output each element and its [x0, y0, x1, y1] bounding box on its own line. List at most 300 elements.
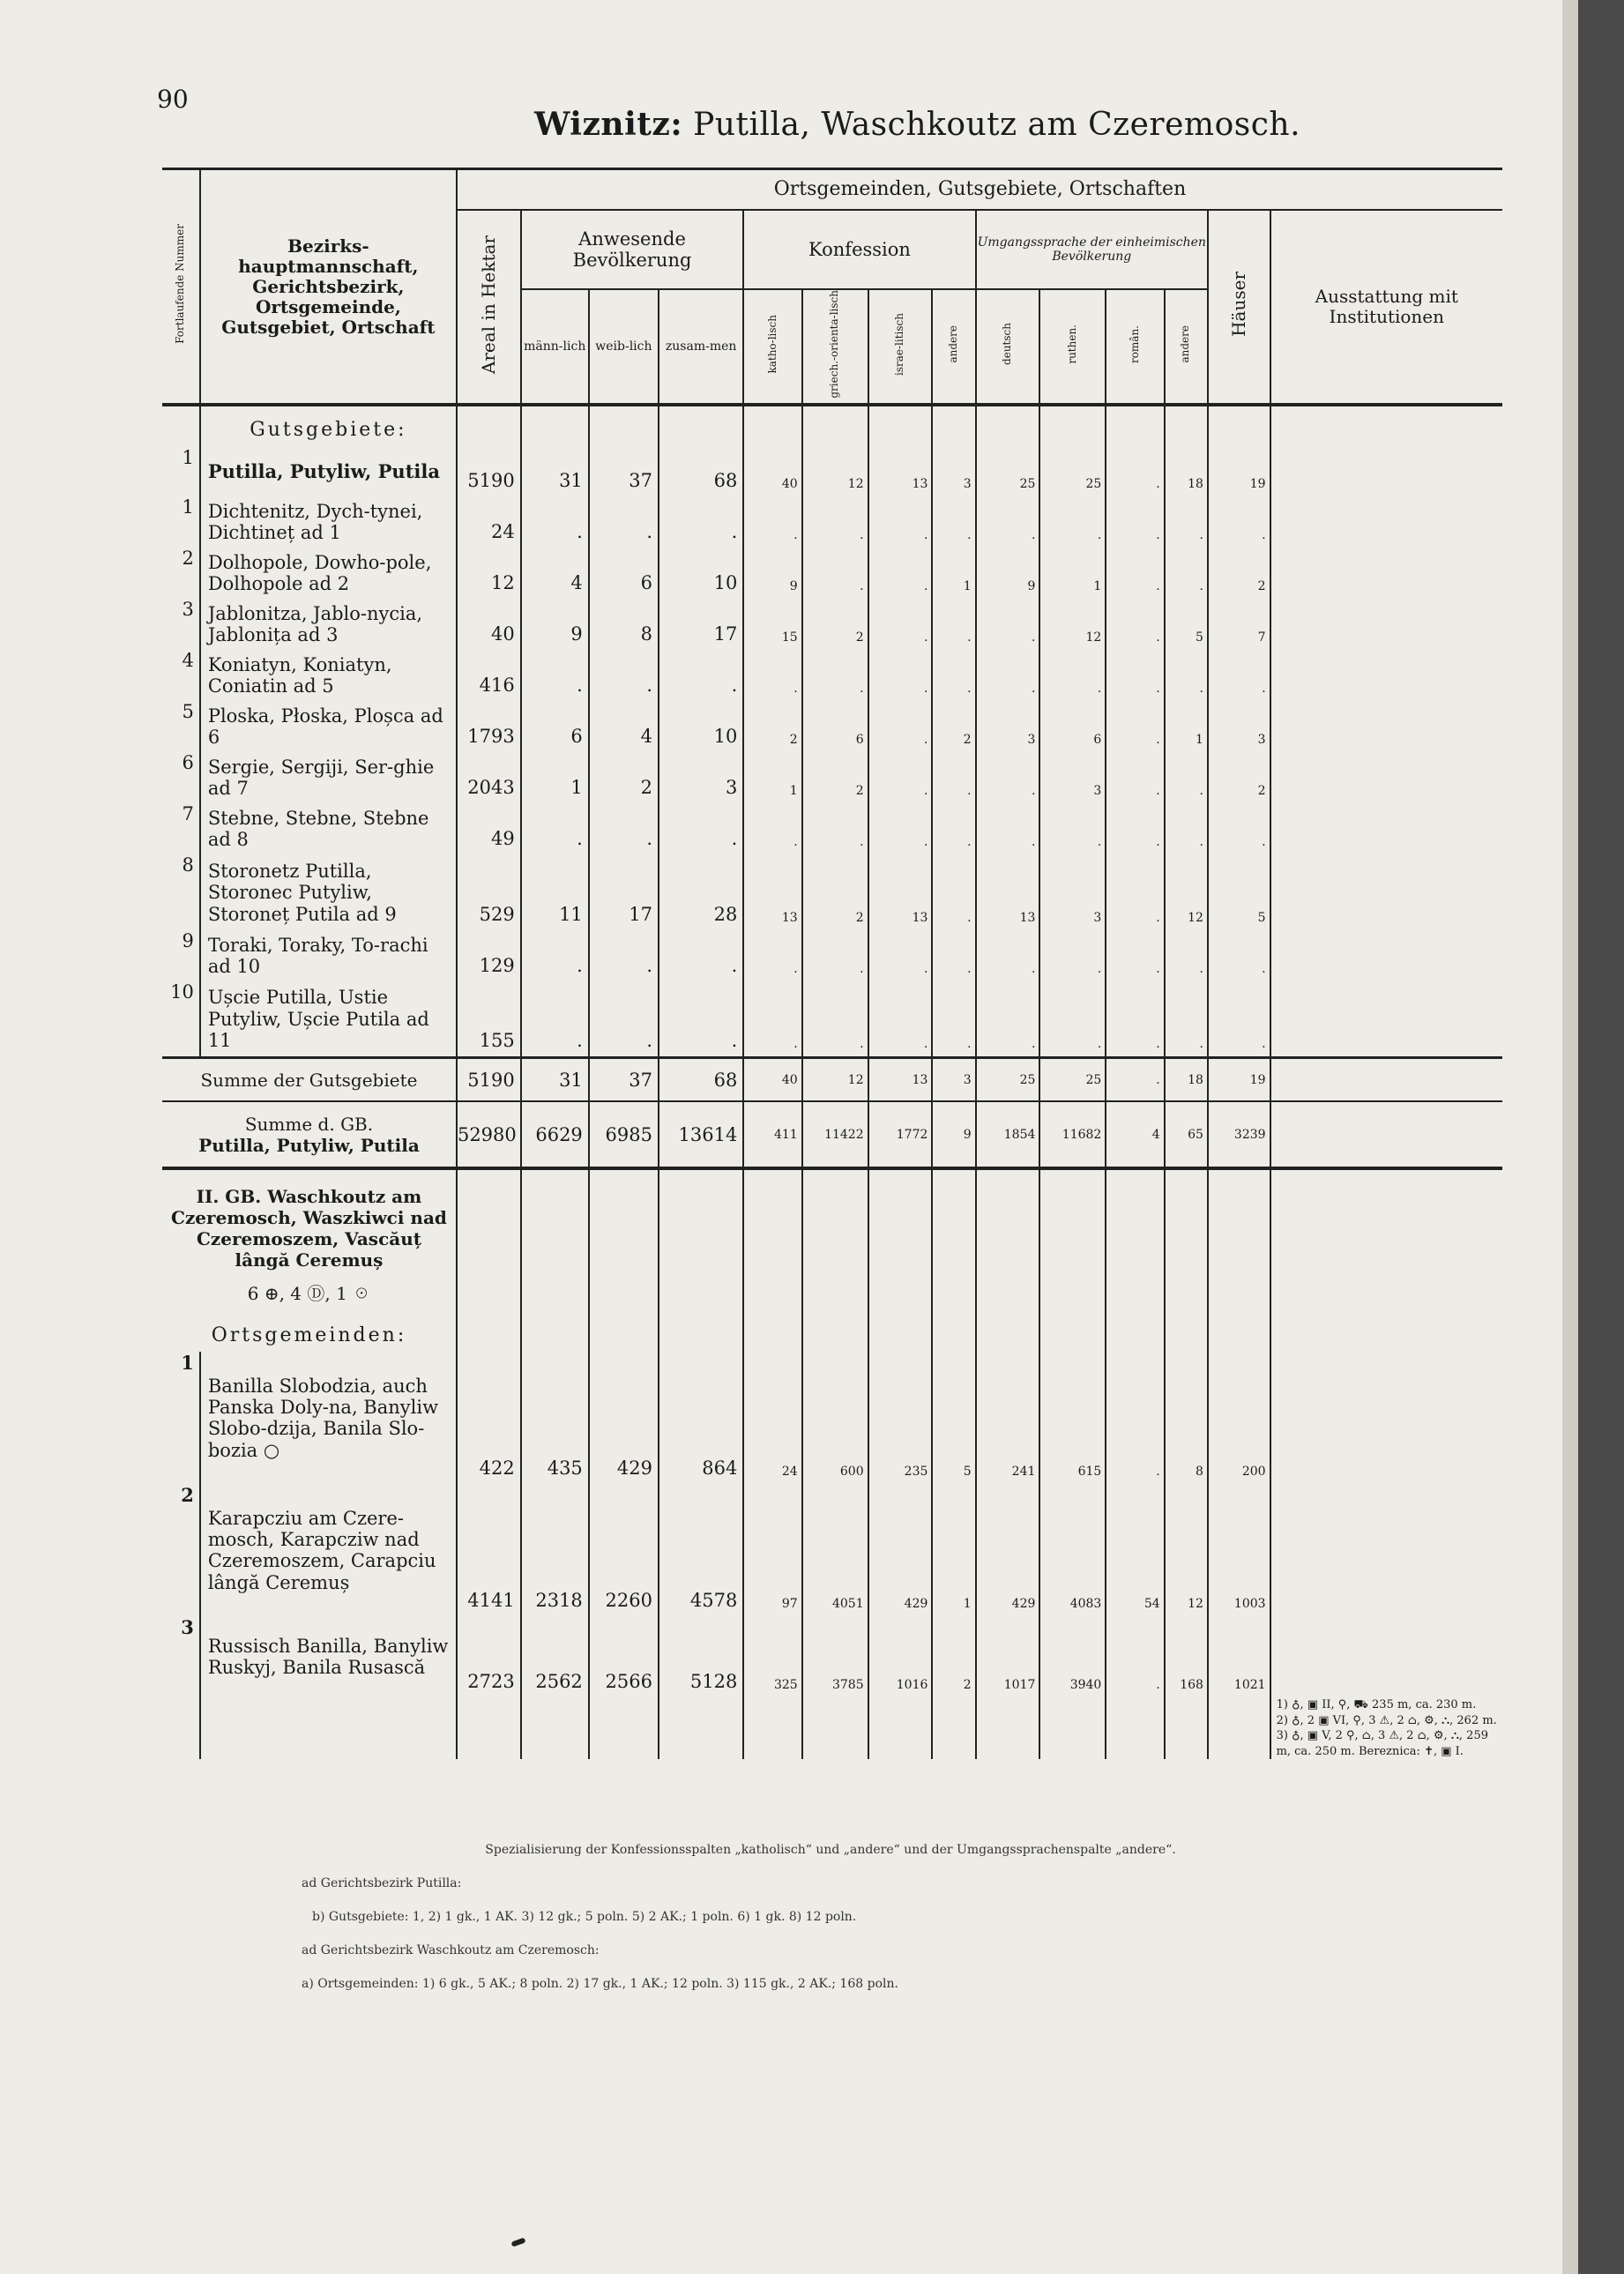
cell-romanian: . — [1106, 599, 1164, 650]
cell-german: 1854 — [976, 1101, 1040, 1168]
cell-ruthenian: 615 — [1039, 1352, 1106, 1484]
cell-german: 1017 — [976, 1616, 1040, 1697]
cell-female: 37 — [589, 1057, 659, 1101]
gutsgebiet-row — [162, 496, 1502, 548]
cell-other-language: . — [1165, 930, 1208, 981]
cell-equipment — [1270, 650, 1502, 701]
place-name: Storonetz Putilla, Storonec Putyliw, Storoneț Putila ad 9 — [207, 860, 397, 925]
cell-male: 31 — [521, 1057, 589, 1101]
cell-other-language: 12 — [1165, 1484, 1208, 1616]
cell-empty — [521, 1697, 589, 1759]
cell-houses: 3 — [1208, 701, 1270, 752]
cell-place-name: Karapcziu am Czere-mosch, Karapcziw nad Czeremoszem, Carapciu lângă Ceremuș — [200, 1484, 457, 1616]
cell-total: 28 — [659, 854, 743, 930]
section-gutsgebiete: Gutsgebiete: — [200, 405, 457, 447]
cell-greek-oriental: 6 — [802, 701, 868, 752]
cell-houses: 2 — [1208, 548, 1270, 599]
gutsgebiet-row — [162, 548, 1502, 599]
cell-place-name — [200, 496, 457, 548]
cell-empty — [868, 1168, 933, 1352]
cell-female: . — [589, 803, 659, 854]
cell-equipment — [1270, 447, 1502, 496]
cell-houses: 7 — [1208, 599, 1270, 650]
row-index: 2 — [162, 1484, 200, 1616]
cell-ruthenian: 11682 — [1039, 1101, 1106, 1168]
header-greek-oriental: griech.-orienta-lisch — [802, 289, 868, 405]
cell-greek-oriental: . — [802, 548, 868, 599]
cell-place-name — [200, 854, 457, 930]
cell-other-language: . — [1165, 752, 1208, 803]
cell-empty — [1106, 1168, 1164, 1352]
summe-gb-line2: Putilla, Putyliw, Putila — [198, 1134, 420, 1156]
cell-ruthenian: . — [1039, 803, 1106, 854]
cell-area: 12 — [457, 548, 521, 599]
place-name: Ploska, Płoska, Ploșca ad 6 — [207, 705, 443, 749]
cell-houses: . — [1208, 803, 1270, 854]
cell-place-name — [200, 930, 457, 981]
cell-equipment — [1270, 1168, 1502, 1352]
cell-place-name — [200, 701, 457, 752]
cell-place-name — [200, 981, 457, 1057]
cell-german: 241 — [976, 1352, 1040, 1484]
cell-catholic: 15 — [743, 599, 801, 650]
place-name: Stebne, Stebne, Stebne ad 8 — [207, 808, 429, 851]
row-index: 7 — [162, 803, 200, 854]
cell-total: . — [659, 803, 743, 854]
cell-greek-oriental: 12 — [802, 1057, 868, 1101]
table-body — [162, 405, 1502, 1759]
gutsgebiet-row — [162, 854, 1502, 930]
cell-empty — [932, 1697, 975, 1759]
cell-total: . — [659, 496, 743, 548]
cell-place-name — [200, 599, 457, 650]
cell-greek-oriental: 2 — [802, 752, 868, 803]
summe-gb-row — [162, 1101, 1502, 1168]
cell-catholic: . — [743, 930, 801, 981]
cell-other-language: . — [1165, 650, 1208, 701]
cell-empty — [976, 1697, 1040, 1759]
cell-area: 422 — [457, 1352, 521, 1484]
institution-entry: 3) ♁, ▣ V, 2 ⚲, ⌂, 3 ⚠, 2 ⌂, ⚙, ⛬, 259 m, ca. 250 m. Bereznica: ✝, ▣ I. — [1276, 1729, 1488, 1758]
cell-catholic: 9 — [743, 548, 801, 599]
row-index: 5 — [162, 701, 200, 752]
cell-male: 31 — [521, 447, 589, 496]
cell-greek-oriental: . — [802, 650, 868, 701]
cell-catholic: 40 — [743, 447, 801, 496]
cell-german: 429 — [976, 1484, 1040, 1616]
cell-german: 9 — [976, 548, 1040, 599]
cell-german: . — [976, 803, 1040, 854]
gb2-symbols: 6 ⊕, 4 Ⓓ, 1 ☉ — [247, 1283, 371, 1305]
cell-israelite: 235 — [868, 1352, 933, 1484]
footnote-waschkoutz: a) Ortsgemeinden: 1) 6 gk., 5 AK.; 8 poln. 2) 17 gk., 1 AK.; 12 poln. 3) 115 gk., 2 AK.; 168 poln. — [302, 1977, 898, 1991]
cell-empty — [457, 1168, 521, 1352]
cell-total: 3 — [659, 752, 743, 803]
cell-israelite: . — [868, 981, 933, 1057]
cell-ruthenian: 25 — [1039, 1057, 1106, 1101]
cell-catholic: 24 — [743, 1352, 801, 1484]
cell-israelite: 13 — [868, 447, 933, 496]
footnote-waschkoutz-heading: ad Gerichtsbezirk Waschkoutz am Czeremosch: — [302, 1943, 600, 1957]
cell-empty — [589, 1168, 659, 1352]
cell-german: 3 — [976, 701, 1040, 752]
cell-german: . — [976, 981, 1040, 1057]
cell-greek-oriental: 12 — [802, 447, 868, 496]
cell-other-confession: . — [932, 599, 975, 650]
cell-female: 17 — [589, 854, 659, 930]
cell-total: 68 — [659, 447, 743, 496]
cell-equipment — [1270, 599, 1502, 650]
cell-empty — [743, 1697, 801, 1759]
cell-area: 49 — [457, 803, 521, 854]
cell-female: 2566 — [589, 1616, 659, 1697]
gutsgebiet-row — [162, 981, 1502, 1057]
cell-ruthenian: . — [1039, 981, 1106, 1057]
page-edge — [1562, 0, 1578, 2274]
cell-empty — [659, 1168, 743, 1352]
cell-ruthenian: 4083 — [1039, 1484, 1106, 1616]
row-index: 10 — [162, 981, 200, 1057]
cell-equipment — [1270, 803, 1502, 854]
cell-area: 416 — [457, 650, 521, 701]
cell-israelite: 1772 — [868, 1101, 933, 1168]
cell-empty — [1106, 1697, 1164, 1759]
cell-total: 68 — [659, 1057, 743, 1101]
header-other-confession: andere — [932, 289, 975, 405]
cell-empty — [1208, 1168, 1270, 1352]
cell-total: 5128 — [659, 1616, 743, 1697]
footnotes — [302, 1843, 1360, 2010]
cell-greek-oriental: . — [802, 930, 868, 981]
cell-equipment — [1270, 701, 1502, 752]
cell-other-confession: 2 — [932, 701, 975, 752]
ortsgemeinde-row — [162, 1352, 1502, 1484]
cell-other-confession: 1 — [932, 1484, 975, 1616]
cell-equipment — [1270, 496, 1502, 548]
cell-catholic: . — [743, 496, 801, 548]
cell-male: . — [521, 650, 589, 701]
cell-total: . — [659, 981, 743, 1057]
cell-houses: . — [1208, 496, 1270, 548]
institution-entry: 2) ♁, 2 ▣ VI, ⚲, 3 ⚠, 2 ⌂, ⚙, ⛬, 262 m. — [1276, 1713, 1497, 1727]
cell-empty — [659, 1697, 743, 1759]
cell-empty — [521, 1168, 589, 1352]
statistics-table — [162, 168, 1502, 1759]
cell-female: 8 — [589, 599, 659, 650]
cell-place-name — [200, 803, 457, 854]
cell-area: 5190 — [457, 1057, 521, 1101]
cell-male: . — [521, 803, 589, 854]
cell-israelite: 13 — [868, 854, 933, 930]
cell-place-name — [200, 447, 457, 496]
cell-other-language: 8 — [1165, 1352, 1208, 1484]
cell-other-confession: 2 — [932, 1616, 975, 1697]
header-german: deutsch — [976, 289, 1040, 405]
row-index: 3 — [162, 599, 200, 650]
cell-greek-oriental: 4051 — [802, 1484, 868, 1616]
header-group-confession: Konfession — [743, 210, 975, 289]
cell-male: 2318 — [521, 1484, 589, 1616]
cell-romanian: . — [1106, 1616, 1164, 1697]
cell-male: 6629 — [521, 1101, 589, 1168]
cell-houses: 2 — [1208, 752, 1270, 803]
header-romanian: român. — [1106, 289, 1164, 405]
cell-male: 9 — [521, 599, 589, 650]
gb2-title: II. GB. Waschkoutz am Czeremosch, Waszkiwci nad Czeremoszem, Vascăuț lângă Ceremuș — [171, 1186, 447, 1271]
cell-german: 25 — [976, 447, 1040, 496]
cell-israelite: . — [868, 701, 933, 752]
cell-empty — [1039, 1168, 1106, 1352]
cell-female: 429 — [589, 1352, 659, 1484]
cell-female: 6 — [589, 548, 659, 599]
summe-label: Summe der Gutsgebiete — [162, 1057, 457, 1101]
cell-israelite: 1016 — [868, 1616, 933, 1697]
cell-other-confession: 5 — [932, 1352, 975, 1484]
cell-israelite: . — [868, 803, 933, 854]
cell-romanian: . — [1106, 496, 1164, 548]
cell-other-confession: 3 — [932, 1057, 975, 1101]
page-title — [534, 106, 1300, 143]
cell-equipment — [1270, 1057, 1502, 1101]
cell-area: 1793 — [457, 701, 521, 752]
footnote-putilla-heading: ad Gerichtsbezirk Putilla: — [302, 1876, 462, 1890]
cell-empty — [589, 1697, 659, 1759]
summe-gutsgebiete-row — [162, 1057, 1502, 1101]
cell-houses: 19 — [1208, 1057, 1270, 1101]
cell-ruthenian: 1 — [1039, 548, 1106, 599]
cell-place-name — [200, 650, 457, 701]
cell-greek-oriental: . — [802, 981, 868, 1057]
cell-other-confession: . — [932, 496, 975, 548]
cell-catholic: 97 — [743, 1484, 801, 1616]
cell-empty — [932, 1168, 975, 1352]
cell-female: 4 — [589, 701, 659, 752]
cell-female: 37 — [589, 447, 659, 496]
cell-place-name: Russisch Banilla, Banyliw Ruskyj, Banila Rusască — [200, 1616, 457, 1697]
cell-houses: . — [1208, 930, 1270, 981]
cell-female: . — [589, 981, 659, 1057]
cell-place-name — [200, 752, 457, 803]
cell-other-confession: . — [932, 803, 975, 854]
equipment-institutions — [1270, 1352, 1502, 1759]
cell-other-confession: . — [932, 981, 975, 1057]
cell-male: 11 — [521, 854, 589, 930]
cell-male: 6 — [521, 701, 589, 752]
cell-romanian: . — [1106, 981, 1164, 1057]
cell-empty — [1165, 1697, 1208, 1759]
row-index: 1 — [162, 496, 200, 548]
summe-gb-label — [162, 1101, 457, 1168]
cell-houses: 1021 — [1208, 1616, 1270, 1697]
gutsgebiet-row — [162, 803, 1502, 854]
gb2-heading-row — [162, 1168, 1502, 1352]
cell-empty — [200, 1697, 457, 1759]
cell-houses: . — [1208, 981, 1270, 1057]
cell-area: 129 — [457, 930, 521, 981]
cell-other-language: . — [1165, 496, 1208, 548]
cell-israelite: . — [868, 496, 933, 548]
cell-male: 1 — [521, 752, 589, 803]
cell-german: . — [976, 599, 1040, 650]
cell-german: . — [976, 496, 1040, 548]
cell-ruthenian: . — [1039, 496, 1106, 548]
cell-romanian: . — [1106, 1057, 1164, 1101]
cell-equipment — [1270, 752, 1502, 803]
gutsgebiet-row — [162, 701, 1502, 752]
cell-equipment — [1270, 981, 1502, 1057]
cell-ruthenian: 3 — [1039, 854, 1106, 930]
gb2-heading — [162, 1168, 457, 1352]
cell-equipment — [1270, 854, 1502, 930]
cell-empty — [802, 1697, 868, 1759]
cell-empty — [743, 1168, 801, 1352]
cell-equipment — [1270, 548, 1502, 599]
cell-area: 24 — [457, 496, 521, 548]
cell-equipment — [1270, 1101, 1502, 1168]
cell-other-language: . — [1165, 803, 1208, 854]
cell-other-language: 1 — [1165, 701, 1208, 752]
header-group-language: Umgangssprache der einheimischen Bevölkerung — [976, 210, 1208, 289]
cell-male: 4 — [521, 548, 589, 599]
cell-catholic: 325 — [743, 1616, 801, 1697]
cell-greek-oriental: 600 — [802, 1352, 868, 1484]
cell-other-language: 5 — [1165, 599, 1208, 650]
cell-total: . — [659, 930, 743, 981]
row-index: 1 — [162, 1352, 200, 1484]
book-spine — [1578, 0, 1624, 2274]
cell-male: . — [521, 930, 589, 981]
cell-area: 155 — [457, 981, 521, 1057]
title-courts: Putilla, Waschkoutz am Czeremosch. — [682, 107, 1301, 143]
cell-empty — [162, 1697, 200, 1759]
row-index: 6 — [162, 752, 200, 803]
cell-ruthenian: . — [1039, 650, 1106, 701]
cell-total: 10 — [659, 701, 743, 752]
cell-german: 25 — [976, 1057, 1040, 1101]
cell-catholic: . — [743, 803, 801, 854]
cell-other-confession: . — [932, 752, 975, 803]
header-ruthenian: ruthen. — [1039, 289, 1106, 405]
cell-empty — [1165, 1168, 1208, 1352]
cell-other-confession: . — [932, 854, 975, 930]
cell-houses: 1003 — [1208, 1484, 1270, 1616]
cell-male: . — [521, 496, 589, 548]
cell-romanian: . — [1106, 930, 1164, 981]
cell-israelite: . — [868, 548, 933, 599]
cell-romanian: 4 — [1106, 1101, 1164, 1168]
header-female: weib-lich — [589, 289, 659, 405]
cell-empty — [802, 1168, 868, 1352]
cell-female: . — [589, 930, 659, 981]
section-ortsgemeinden: Ortsgemeinden: — [211, 1324, 407, 1347]
cell-greek-oriental: . — [802, 803, 868, 854]
cell-romanian: . — [1106, 650, 1164, 701]
cell-catholic: 411 — [743, 1101, 801, 1168]
cell-german: 13 — [976, 854, 1040, 930]
gutsgebiet-row — [162, 447, 1502, 496]
gutsgebiet-row — [162, 752, 1502, 803]
cell-other-language: 18 — [1165, 447, 1208, 496]
cell-other-language: 18 — [1165, 1057, 1208, 1101]
cell-romanian: . — [1106, 752, 1164, 803]
cell-ruthenian: . — [1039, 930, 1106, 981]
header-male: männ-lich — [521, 289, 589, 405]
cell-greek-oriental: 11422 — [802, 1101, 868, 1168]
cell-catholic: . — [743, 650, 801, 701]
cell-male: . — [521, 981, 589, 1057]
header-equipment: Ausstattung mit Institutionen — [1270, 210, 1502, 405]
cell-total: 13614 — [659, 1101, 743, 1168]
cell-other-language: . — [1165, 548, 1208, 599]
cell-houses: . — [1208, 650, 1270, 701]
cell-empty — [1039, 1697, 1106, 1759]
cell-area: 2043 — [457, 752, 521, 803]
cell-greek-oriental: . — [802, 496, 868, 548]
cell-romanian: . — [1106, 447, 1164, 496]
cell-empty — [1208, 1697, 1270, 1759]
gutsgebiet-row — [162, 599, 1502, 650]
cell-catholic: 13 — [743, 854, 801, 930]
cell-romanian: . — [1106, 548, 1164, 599]
cell-place-name: Banilla Slobodzia, auch Panska Doly-na, Banyliw Slobo-dzija, Banila Slo-bozia ○ — [200, 1352, 457, 1484]
cell-equipment — [1270, 930, 1502, 981]
cell-houses: 5 — [1208, 854, 1270, 930]
place-name: Dolhopole, Dowho-pole, Dolhopole ad 2 — [207, 552, 432, 595]
cell-female: . — [589, 496, 659, 548]
footnote-intro: Spezialisierung der Konfessionsspalten „katholisch“ und „andere“ und der Umgangssprachenspalte „andere“. — [485, 1843, 1176, 1857]
cell-israelite: 13 — [868, 1057, 933, 1101]
place-name: Koniatyn, Koniatyn, Coniatin ad 5 — [207, 654, 392, 697]
cell-total: 864 — [659, 1352, 743, 1484]
cell-houses: 3239 — [1208, 1101, 1270, 1168]
cell-israelite: . — [868, 599, 933, 650]
row-index: 4 — [162, 650, 200, 701]
cell-ruthenian: 3940 — [1039, 1616, 1106, 1697]
cell-total: 4578 — [659, 1484, 743, 1616]
row-index: 8 — [162, 854, 200, 930]
page-number: 90 — [157, 85, 189, 114]
cell-israelite: . — [868, 930, 933, 981]
cell-romanian: . — [1106, 854, 1164, 930]
row-index: 1 — [162, 447, 200, 496]
cell-other-language: 168 — [1165, 1616, 1208, 1697]
header-group-main: Ortsgemeinden, Gutsgebiete, Ortschaften — [457, 169, 1502, 211]
cell-houses: 19 — [1208, 447, 1270, 496]
header-catholic: katho-lisch — [743, 289, 801, 405]
cell-catholic: 40 — [743, 1057, 801, 1101]
gutsgebiet-row — [162, 650, 1502, 701]
row-index: 3 — [162, 1616, 200, 1697]
cell-other-language: 65 — [1165, 1101, 1208, 1168]
cell-other-confession: 9 — [932, 1101, 975, 1168]
cell-romanian: . — [1106, 1352, 1164, 1484]
cell-catholic: 1 — [743, 752, 801, 803]
cell-other-confession: . — [932, 650, 975, 701]
cell-greek-oriental: 2 — [802, 854, 868, 930]
cell-female: . — [589, 650, 659, 701]
cell-ruthenian: 6 — [1039, 701, 1106, 752]
header-district: Bezirks-hauptmannschaft, Gerichtsbezirk, Ortsgemeinde, Gutsgebiet, Ortschaft — [200, 169, 457, 406]
cell-female: 2 — [589, 752, 659, 803]
cell-area: 40 — [457, 599, 521, 650]
header-group-population: Anwesende Bevölkerung — [521, 210, 744, 289]
header-other-language: andere — [1165, 289, 1208, 405]
cell-other-language: 12 — [1165, 854, 1208, 930]
cell-female: 2260 — [589, 1484, 659, 1616]
cell-female: 6985 — [589, 1101, 659, 1168]
cell-empty — [868, 1697, 933, 1759]
cell-area: 529 — [457, 854, 521, 930]
